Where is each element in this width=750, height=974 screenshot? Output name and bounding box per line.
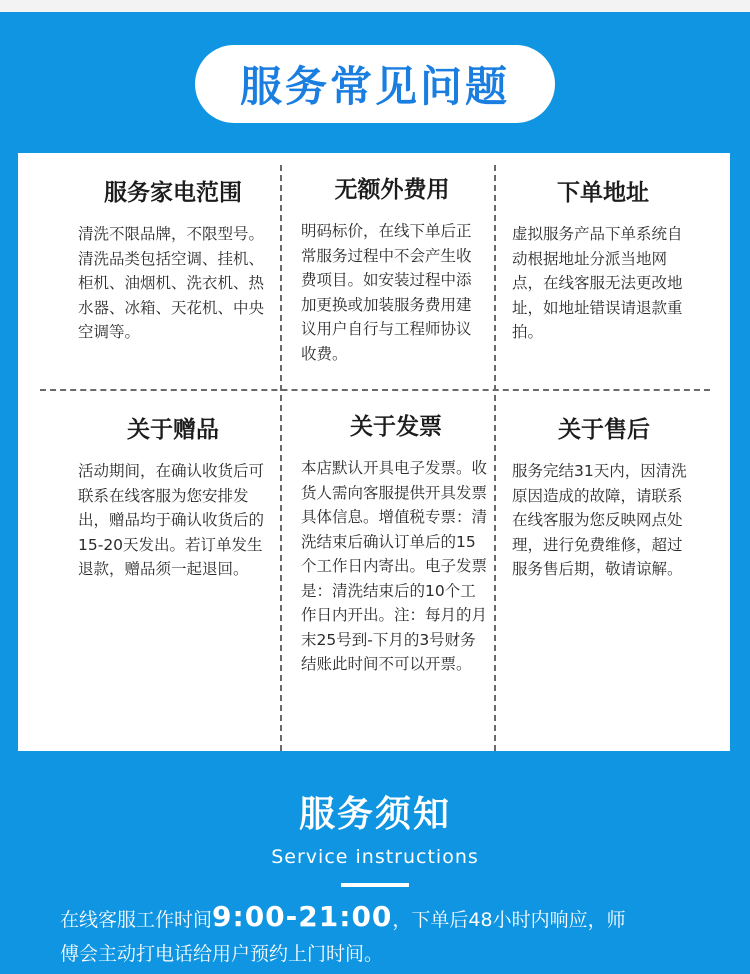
faq-item-body: 活动期间，在确认收货后可联系在线客服为您安排发出，赠品均于确认收货后的15-20天发出。若订单发生退款，赠品须一起退回。: [78, 462, 265, 578]
faq-item-no-extra-fees: [301, 175, 483, 366]
notice-line1-prefix: 在线客服工作时间: [60, 909, 213, 931]
faq-item-body: 本店默认开具电子发票。收货人需向客服提供开具发票具体信息。增值税专票：清洗结束后确认订单后的15个工作日内寄出。电子发票是：清洗结束后的10个工作日内开出。注：每月的月末25号到-下月的3号财务结账此时间不可以开票。: [301, 459, 488, 673]
notice-underline: [341, 883, 409, 887]
faq-item-title: 无额外费用: [334, 177, 450, 203]
faq-item-title: 关于赠品: [127, 417, 219, 443]
notice-text: [60, 900, 700, 971]
faq-item-body: 虚拟服务产品下单系统自动根据地址分派当地网点，在线客服无法更改地址，如地址错误请退款重拍。: [512, 225, 683, 341]
divider-horizontal: [40, 389, 710, 391]
service-hours: 9:00-21:00: [212, 900, 393, 933]
faq-item-gifts: [78, 415, 268, 582]
faq-item-body: 服务完结31天内，因清洗原因造成的故障，请联系在线客服为您反映网点处理，进行免费维修，超过服务售后期，敬请谅解。: [512, 462, 687, 578]
faq-item-invoice: [301, 412, 491, 677]
notice-title: 服务须知: [298, 794, 451, 835]
faq-title: 服务常见问题: [239, 62, 510, 111]
faq-item-appliance-scope: [78, 178, 268, 345]
faq-item-title: 关于发票: [350, 414, 442, 440]
notice-line-2: 傅会主动打电话给用户预约上门时间。: [60, 943, 384, 965]
faq-title-pill: [195, 45, 555, 123]
faq-item-body: 明码标价，在线下单后正常服务过程中不会产生收费项目。如安装过程中添加更换或加装服务费用建议用户自行与工程师协议收费。: [301, 222, 472, 363]
divider-vertical-1: [280, 165, 282, 751]
faq-item-title: 关于售后: [558, 417, 650, 443]
faq-item-title: 服务家电范围: [104, 180, 242, 206]
faq-item-title: 下单地址: [557, 180, 649, 206]
notice-line1-suffix: ，下单后48小时内响应，师: [392, 909, 626, 931]
notice-line-1: [60, 900, 700, 937]
divider-vertical-2: [494, 165, 496, 751]
faq-panel: [18, 153, 730, 751]
faq-item-after-sales: [512, 415, 696, 582]
notice-subtitle: Service instructions: [271, 846, 479, 868]
faq-item-body: 清洗不限品牌，不限型号。清洗品类包括空调、挂机、柜机、油烟机、洗衣机、热水器、冰箱、天花机、中央空调等。: [78, 225, 265, 341]
top-strip: [0, 0, 750, 12]
faq-item-order-address: [512, 178, 694, 345]
